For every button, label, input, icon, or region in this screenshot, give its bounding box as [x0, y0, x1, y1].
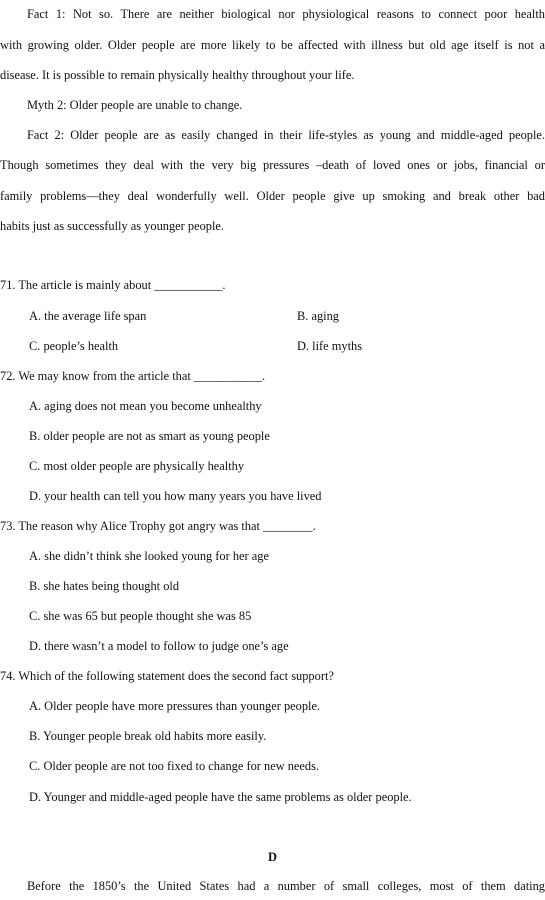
- question-72-stem: 72. We may know from the article that ___________.: [0, 369, 266, 383]
- fact1-line1: Fact 1: Not so. There are neither biological nor physiological reasons to connect poor health: [27, 7, 545, 21]
- question-73-option-d: D. there wasn’t a model to follow to judge one’s age: [29, 639, 289, 653]
- question-71-option-c: C. people’s health: [29, 339, 119, 353]
- fact2-line4: habits just as successfully as younger people.: [0, 219, 225, 233]
- question-71-option-d: D. life myths: [297, 339, 363, 353]
- myth2-line: Myth 2: Older people are unable to change.: [27, 98, 243, 112]
- question-72-option-a: A. aging does not mean you become unhealthy: [29, 399, 262, 413]
- question-72-option-d: D. your health can tell you how many years you have lived: [29, 489, 322, 503]
- question-73-option-b: B. she hates being thought old: [29, 579, 180, 593]
- question-71-option-a: A. the average life span: [29, 309, 147, 323]
- question-72-option-b: B. older people are not as smart as young people: [29, 429, 270, 443]
- question-74-option-d: D. Younger and middle-aged people have the same problems as older people.: [29, 790, 412, 804]
- question-72-option-c: C. most older people are physically healthy: [29, 459, 245, 473]
- question-74-option-c: C. Older people are not too fixed to change for new needs.: [29, 759, 320, 773]
- question-71-stem: 71. The article is mainly about ___________.: [0, 278, 226, 292]
- fact2-line1: Fact 2: Older people are as easily changed in their life-styles as young and middle-aged people.: [27, 128, 545, 142]
- fact1-line2: with growing older. Older people are more likely to be affected with illness but old age itself is not a: [0, 38, 545, 52]
- question-73-stem: 73. The reason why Alice Trophy got angry was that ________.: [0, 519, 316, 533]
- question-74-stem: 74. Which of the following statement does the second fact support?: [0, 669, 334, 683]
- fact2-line3: family problems—they deal wonderfully well. Older people give up smoking and break other bad: [0, 189, 545, 203]
- fact2-line2: Though sometimes they deal with the very big pressures –death of loved ones or jobs, financial or: [0, 158, 545, 172]
- fact1-line3: disease. It is possible to remain physically healthy throughout your life.: [0, 68, 355, 82]
- section-d-heading: D: [268, 850, 277, 864]
- question-73-option-c: C. she was 65 but people thought she was 85: [29, 609, 252, 623]
- question-74-option-a: A. Older people have more pressures than younger people.: [29, 699, 321, 713]
- section-d-line1: Before the 1850’s the United States had a number of small colleges, most of them dating: [27, 879, 545, 893]
- question-74-option-b: B. Younger people break old habits more easily.: [29, 729, 267, 743]
- question-73-option-a: A. she didn’t think she looked young for her age: [29, 549, 269, 563]
- question-71-option-b: B. aging: [297, 309, 339, 323]
